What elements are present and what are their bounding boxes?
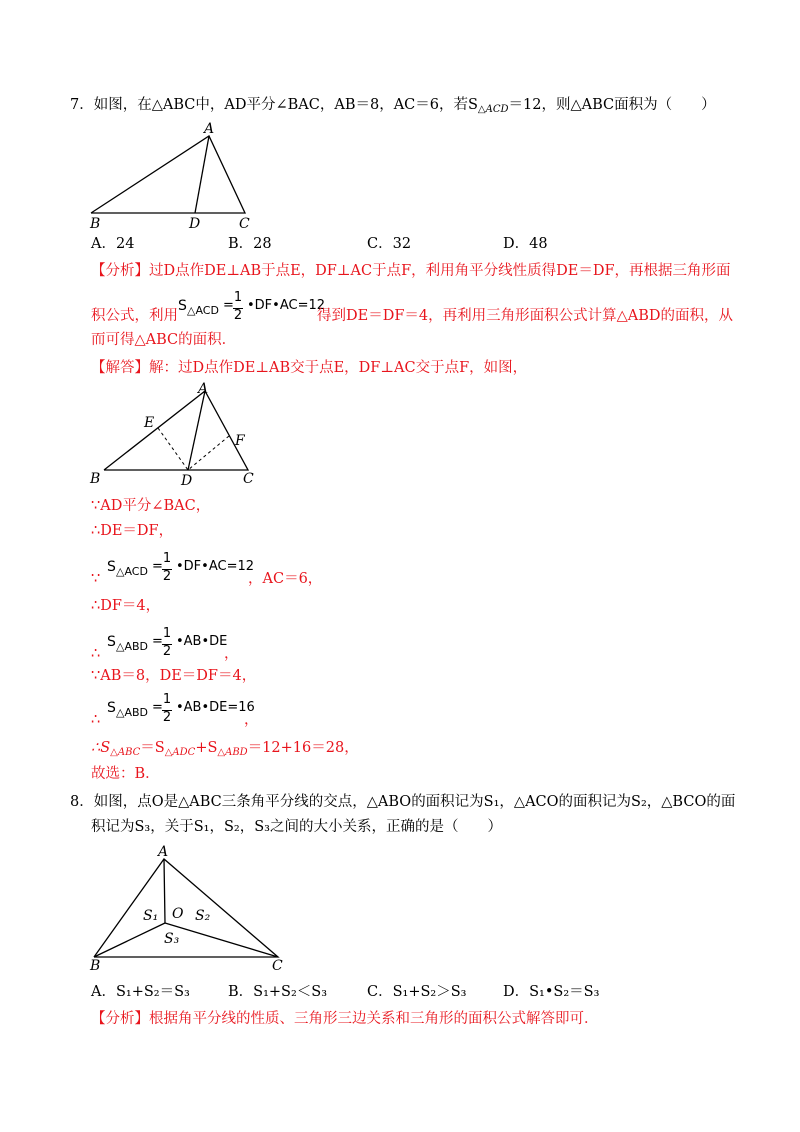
formula-abd: S △ABD 1 2 •AB•DE xyxy=(107,626,228,659)
q7-analysis-line1: 【分析】过D点作DE⊥AB于点E，DF⊥AC于点F，利用角平分线性质得DE＝DF，再根据三角形面 xyxy=(91,263,731,279)
q7-answer-head: 【解答】解：过D点作DE⊥AB交于点E，DF⊥AC交于点F，如图， xyxy=(91,360,528,376)
q7-stem xyxy=(70,95,716,120)
q7-step1: ∵AD平分∠BAC， xyxy=(91,498,211,514)
fig3-label-s1: S₁ xyxy=(143,908,159,924)
q7-step7-pre: ∴ xyxy=(91,712,101,728)
fig2-label-a: A xyxy=(198,381,209,397)
fig2-label-c: C xyxy=(243,471,254,487)
q7-number: 7． xyxy=(70,97,94,113)
fig3-label-a: A xyxy=(158,844,169,860)
q7-stem-tail: ＝12，则△ABC面积为（ ） xyxy=(508,97,716,113)
fig3-label-s2: S₂ xyxy=(195,908,211,924)
q7-option-b: B．28 xyxy=(228,236,272,252)
fig2-label-b: B xyxy=(90,471,101,487)
fig2-label-f: F xyxy=(235,433,245,449)
q8-option-d: D．S₁•S₂＝S₃ xyxy=(503,984,600,1000)
q7-step3-post: ，AC＝6， xyxy=(248,571,323,587)
fig1-label-b: B xyxy=(90,216,101,232)
q7-analysis-line2-post: 得到DE＝DF＝4，再利用三角形面积公式计算△ABD的面积，从 xyxy=(317,308,734,324)
fig3-label-b: B xyxy=(90,958,101,974)
q7-choose: 故选：B． xyxy=(91,766,160,782)
q8-stem-line2: 积记为S₃，关于S₁，S₂，S₃之间的大小关系，正确的是（ ） xyxy=(91,819,502,835)
q7-step4: ∴DF＝4， xyxy=(91,598,161,614)
formula-acd: S △ACD 1 2 •DF•AC=12 xyxy=(178,290,325,323)
fig1-label-c: C xyxy=(239,216,250,232)
formula-acd-2: S △ACD 1 2 •DF•AC=12 xyxy=(107,551,254,584)
q7-option-c: C．32 xyxy=(367,236,412,252)
q7-step7-post: ， xyxy=(244,712,259,728)
q8-stem-line1: 8．如图，点O是△ABC三条角平分线的交点，△ABO的面积记为S₁，△ACO的面积记为S₂，△BCO的面 xyxy=(70,794,736,810)
q7-analysis-line3: 而可得△ABC的面积． xyxy=(91,332,237,348)
fig3-label-o: O xyxy=(172,906,184,922)
formula-abd-16: S △ABD 1 2 •AB•DE=16 xyxy=(107,692,255,725)
q8-option-c: C．S₁+S₂＞S₃ xyxy=(367,984,467,1000)
fig2-label-e: E xyxy=(144,415,155,431)
q7-step3-pre: ∵ xyxy=(91,571,101,587)
fig1-label-d: D xyxy=(189,216,201,232)
q7-stem-subscript: △ACD xyxy=(477,104,509,115)
q7-step5-post: ， xyxy=(224,646,239,662)
fig2-label-d: D xyxy=(181,473,193,489)
q7-option-d: D．48 xyxy=(503,236,548,252)
q7-step2: ∴DE＝DF， xyxy=(91,523,174,539)
q7-analysis-line2-pre: 积公式，利用 xyxy=(91,308,178,324)
q8-figure-triangle xyxy=(88,842,298,972)
q8-analysis: 【分析】根据角平分线的性质、三角形三边关系和三角形的面积公式解答即可． xyxy=(91,1011,599,1027)
q7-figure-triangle xyxy=(88,120,268,230)
q7-step6: ∵AB＝8，DE＝DF＝4， xyxy=(91,668,257,684)
fig3-label-s3: S₃ xyxy=(164,931,180,947)
fig1-label-a: A xyxy=(204,121,215,137)
q7-figure-triangle-with-perpendiculars xyxy=(88,381,268,491)
fig3-label-c: C xyxy=(272,958,283,974)
q8-option-b: B．S₁+S₂＜S₃ xyxy=(228,984,328,1000)
q7-step5-pre: ∴ xyxy=(91,646,101,662)
q8-option-a: A．S₁+S₂＝S₃ xyxy=(91,984,190,1000)
q7-stem-text: 如图，在△ABC中，AD平分∠BAC，AB＝8，AC＝6，若S xyxy=(93,97,478,113)
q7-option-a: A．24 xyxy=(91,236,135,252)
q7-step8: $\therefore S_{\triangle ABC}=S_{\triangle ADC}+S_{\triangle ABD}=12+16=28$， xyxy=(91,740,359,758)
